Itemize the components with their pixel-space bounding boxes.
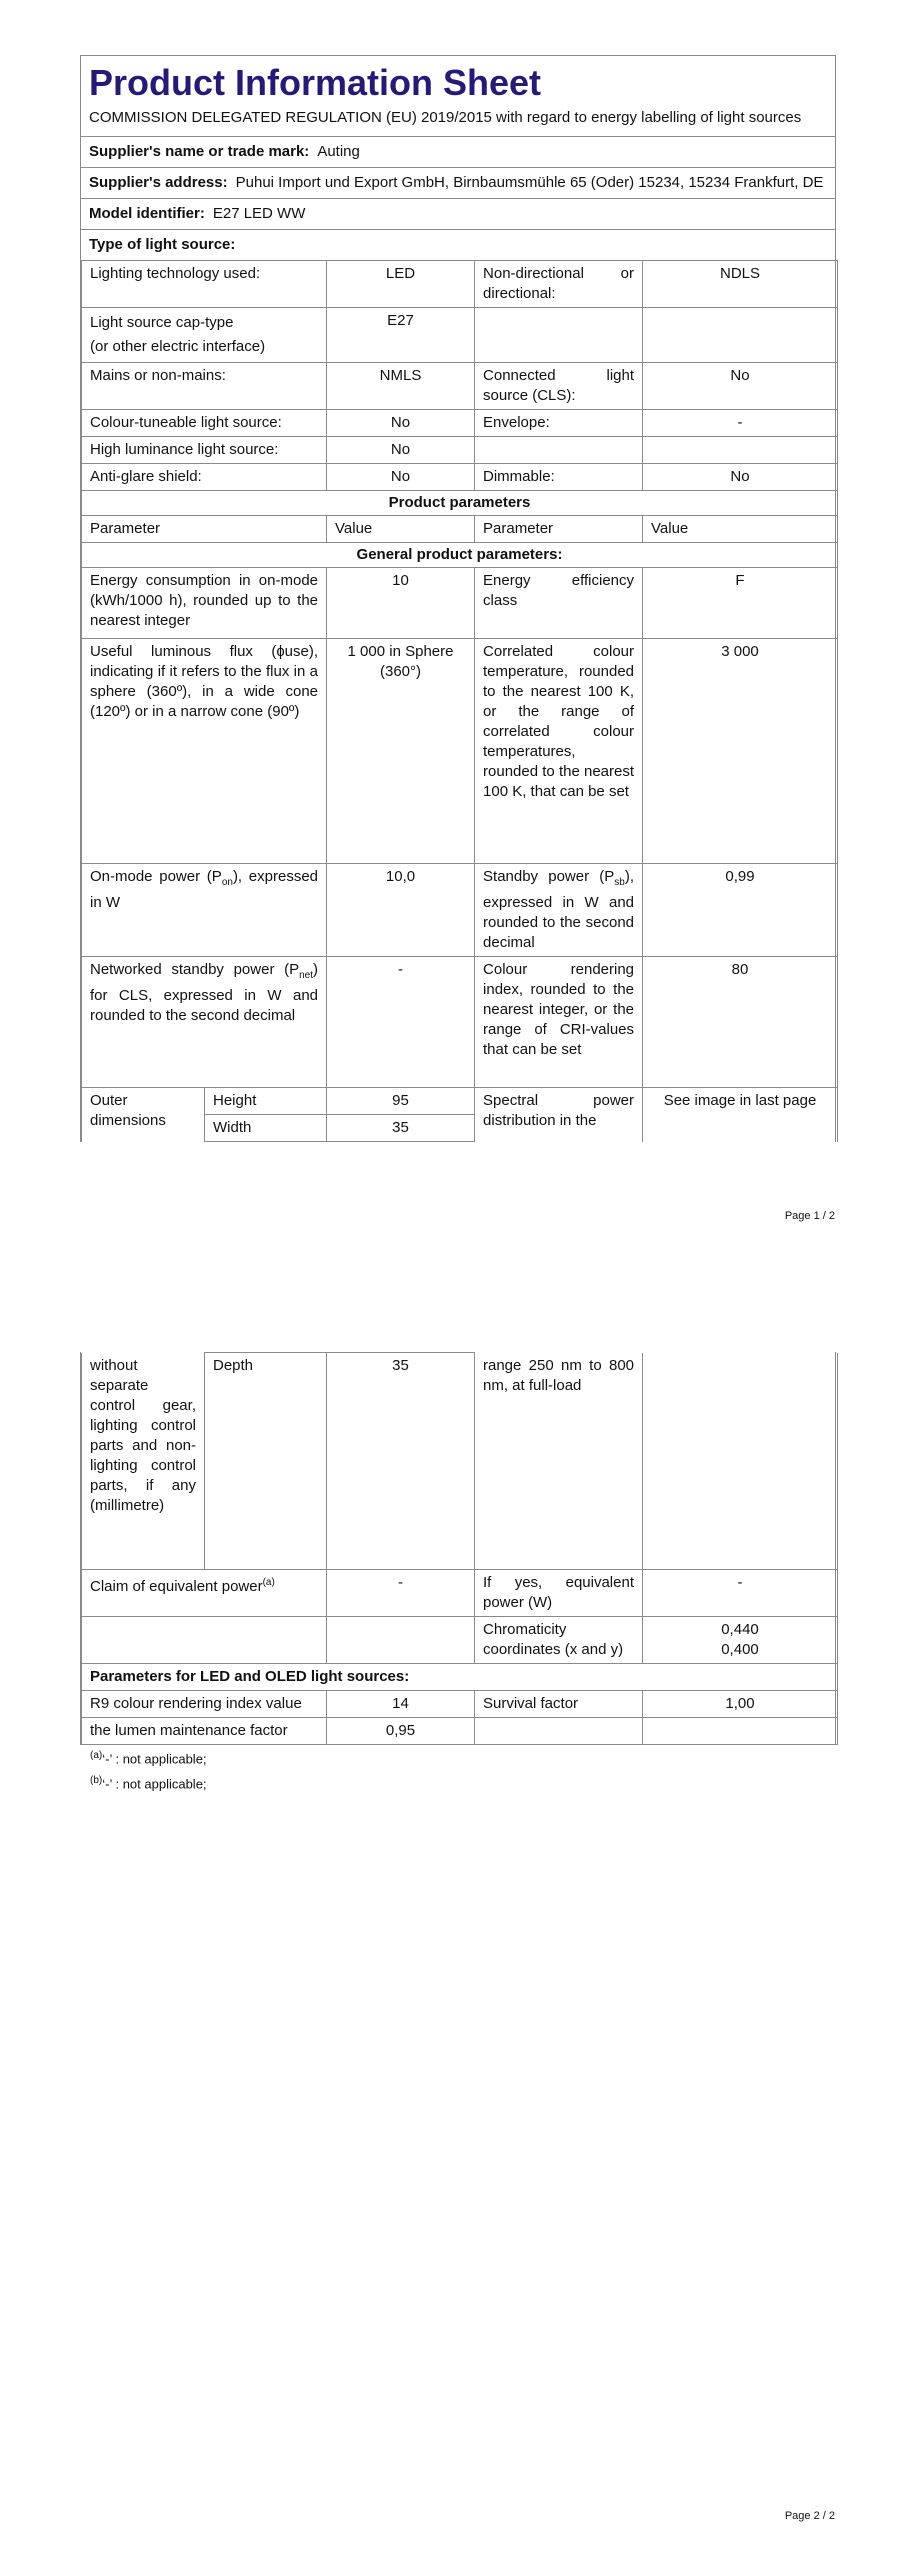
cap-type-value: E27	[327, 308, 475, 363]
energy-consumption-label: Energy consumption in on-mode (kWh/1000 h), rounded up to the nearest integer	[82, 568, 327, 639]
spectral-distribution-value: See image in last page	[643, 1088, 838, 1142]
envelope-value: -	[643, 410, 838, 437]
chromaticity-y: 0,400	[721, 1640, 759, 1658]
envelope-label: Envelope:	[475, 410, 643, 437]
antiglare-label: Anti-glare shield:	[82, 464, 327, 491]
mains-value: NMLS	[327, 363, 475, 410]
page-2	[0, 1270, 905, 2560]
general-parameters-heading: General product parameters:	[82, 543, 838, 568]
table-row	[82, 1717, 838, 1744]
tuneable-value: No	[327, 410, 475, 437]
mains-label: Mains or non-mains:	[82, 363, 327, 410]
high-luminance-label: High luminance light source:	[82, 437, 327, 464]
empty-cell	[475, 308, 643, 363]
cri-value: 80	[643, 957, 838, 1088]
net-standby-label-a: Networked standby power (P	[90, 961, 300, 978]
standby-power-label-a: Standby power (P	[483, 868, 615, 885]
spectral-distribution-label: Spectral power distribution in the	[475, 1088, 643, 1142]
onmode-power-label-b: ), expressed in W	[90, 868, 319, 911]
lumen-maintenance-value: 0,95	[327, 1717, 475, 1744]
table-row	[82, 308, 838, 363]
table-row	[82, 491, 838, 516]
luminous-flux-value: 1 000 in Sphere (360°)	[327, 639, 475, 864]
table-row	[82, 1663, 838, 1690]
cct-value: 3 000	[643, 639, 838, 864]
onmode-power-value: 10,0	[327, 864, 475, 957]
supplier-address-value: Puhui Import und Export GmbH, Birnbaumsmühle 65 (Oder) 15234, 15234 Frankfurt, DE	[235, 174, 824, 191]
parameters-table-continued	[81, 1352, 838, 1745]
directional-label: Non-directional or directional:	[475, 261, 643, 308]
cap-type-label-line2: (or other electric interface)	[90, 338, 266, 355]
onmode-power-label	[82, 864, 327, 957]
model-identifier-label: Model identifier:	[89, 205, 205, 222]
table-row	[82, 543, 838, 568]
cap-type-label-line1: Light source cap-type	[90, 314, 234, 331]
empty-cell	[327, 1616, 475, 1663]
cri-label: Colour rendering index, rounded to the nearest integer, or the range of CRI-values that can be set	[475, 957, 643, 1088]
page-1	[0, 0, 905, 1270]
dimmable-value: No	[643, 464, 838, 491]
footnotes	[90, 1745, 207, 1796]
supplier-address-row	[81, 168, 835, 199]
light-source-type-row	[81, 230, 835, 260]
table-row	[82, 864, 838, 957]
table-row	[82, 437, 838, 464]
empty-cell	[643, 308, 838, 363]
chromaticity-x: 0,440	[721, 1620, 759, 1638]
tech-label: Lighting technology used:	[82, 261, 327, 308]
net-standby-label	[82, 957, 327, 1088]
high-luminance-value: No	[327, 437, 475, 464]
product-info-frame-continued	[80, 1352, 836, 1745]
footnote-a	[90, 1745, 207, 1770]
width-label: Width	[205, 1115, 327, 1142]
table-row	[82, 1616, 838, 1663]
depth-label: Depth	[205, 1353, 327, 1570]
equivalent-power-value: -	[643, 1569, 838, 1616]
standby-power-label-b: ), expressed in W and rounded to the second decimal	[483, 868, 635, 951]
empty-cell	[82, 1616, 327, 1663]
col-header-parameter: Parameter	[82, 516, 327, 543]
empty-cell	[643, 1717, 838, 1744]
cls-label: Connected light source (CLS):	[475, 363, 643, 410]
standby-power-sub: sb	[614, 877, 625, 888]
spectral-distribution-label-cont: range 250 nm to 800 nm, at full-load	[475, 1353, 643, 1570]
equivalent-power-claim-text: Claim of equivalent power	[90, 1577, 263, 1595]
table-row	[82, 261, 838, 308]
equivalent-power-claim-value: -	[327, 1569, 475, 1616]
col-header-value: Value	[643, 516, 838, 543]
light-source-type-label: Type of light source:	[89, 236, 236, 253]
product-parameters-heading: Product parameters	[82, 491, 838, 516]
empty-cell	[475, 437, 643, 464]
survival-factor-label: Survival factor	[475, 1690, 643, 1717]
table-row	[82, 957, 838, 1088]
efficiency-class-label: Energy efficiency class	[475, 568, 643, 639]
depth-value: 35	[327, 1353, 475, 1570]
table-row	[82, 1569, 838, 1616]
table-row	[82, 410, 838, 437]
table-row	[82, 1690, 838, 1717]
cct-label: Correlated colour temperature, rounded to the nearest 100 K, or the range of correlated colour temperatures, rounded to the nearest 100 K, that can be set	[475, 639, 643, 864]
onmode-power-sub: on	[221, 877, 233, 888]
product-info-frame	[80, 55, 836, 1142]
r9-value: 14	[327, 1690, 475, 1717]
outer-dimensions-label-cont: without separate control gear, lighting control parts and non-lighting control parts, if any (millimetre)	[82, 1353, 205, 1570]
footnote-a-marker: (a)	[90, 1750, 103, 1761]
led-parameters-heading: Parameters for LED and OLED light sources:	[82, 1663, 838, 1690]
footnote-b-text: ‘-’ : not applicable;	[102, 1776, 207, 1792]
table-row	[82, 1088, 838, 1115]
lumen-maintenance-label: the lumen maintenance factor	[82, 1717, 327, 1744]
table-row	[82, 516, 838, 543]
empty-cell	[643, 1353, 838, 1570]
table-row	[82, 639, 838, 864]
table-row	[82, 363, 838, 410]
regulation-text: COMMISSION DELEGATED REGULATION (EU) 2019/2015 with regard to energy labelling of light sources	[81, 106, 835, 137]
tech-value: LED	[327, 261, 475, 308]
width-value: 35	[327, 1115, 475, 1142]
empty-cell	[475, 1717, 643, 1744]
supplier-name-row	[81, 137, 835, 168]
equivalent-power-label: If yes, equivalent power (W)	[475, 1569, 643, 1616]
footnote-a-text: ‘-’ : not applicable;	[102, 1751, 207, 1767]
supplier-address-label: Supplier's address:	[89, 174, 228, 191]
supplier-name-value: Auting	[317, 143, 360, 160]
height-label: Height	[205, 1088, 327, 1115]
model-identifier-value: E27 LED WW	[212, 205, 306, 222]
chromaticity-value	[643, 1616, 838, 1663]
footnote-b	[90, 1770, 207, 1795]
supplier-name-label: Supplier's name or trade mark:	[89, 143, 310, 160]
standby-power-value: 0,99	[643, 864, 838, 957]
footnote-b-marker: (b)	[90, 1775, 103, 1787]
antiglare-value: No	[327, 464, 475, 491]
table-row	[82, 1353, 838, 1570]
luminous-flux-label: Useful luminous flux (ɸuse), indicating if it refers to the flux in a sphere (360º), in a wide cone (120º) or in a narrow cone (90º)	[82, 639, 327, 864]
table-row	[82, 464, 838, 491]
light-source-table	[81, 260, 838, 1142]
model-identifier-row	[81, 199, 835, 230]
chromaticity-label: Chromaticity coordinates (x and y)	[475, 1616, 643, 1663]
r9-label: R9 colour rendering index value	[82, 1690, 327, 1717]
net-standby-value: -	[327, 957, 475, 1088]
page-title: Product Information Sheet	[89, 62, 542, 103]
empty-cell	[643, 437, 838, 464]
equivalent-power-claim-label	[82, 1569, 327, 1616]
footnote-a-ref: (a)	[262, 1576, 275, 1588]
table-row	[82, 568, 838, 639]
standby-power-label	[475, 864, 643, 957]
onmode-power-label-a: On-mode power (P	[90, 868, 222, 885]
col-header-parameter: Parameter	[475, 516, 643, 543]
cls-value: No	[643, 363, 838, 410]
page-number: Page 2 / 2	[784, 2510, 835, 2522]
page-number: Page 1 / 2	[784, 1210, 835, 1222]
dimmable-label: Dimmable:	[475, 464, 643, 491]
directional-value: NDLS	[643, 261, 838, 308]
efficiency-class-value: F	[643, 568, 838, 639]
height-value: 95	[327, 1088, 475, 1115]
tuneable-label: Colour-tuneable light source:	[82, 410, 327, 437]
net-standby-label-b: ) for CLS, expressed in W and rounded to the second decimal	[90, 961, 319, 1024]
outer-dimensions-label: Outer dimensions	[82, 1088, 205, 1142]
energy-consumption-value: 10	[327, 568, 475, 639]
col-header-value: Value	[327, 516, 475, 543]
survival-factor-value: 1,00	[643, 1690, 838, 1717]
net-standby-sub: net	[299, 970, 314, 981]
cap-type-label	[82, 308, 327, 363]
